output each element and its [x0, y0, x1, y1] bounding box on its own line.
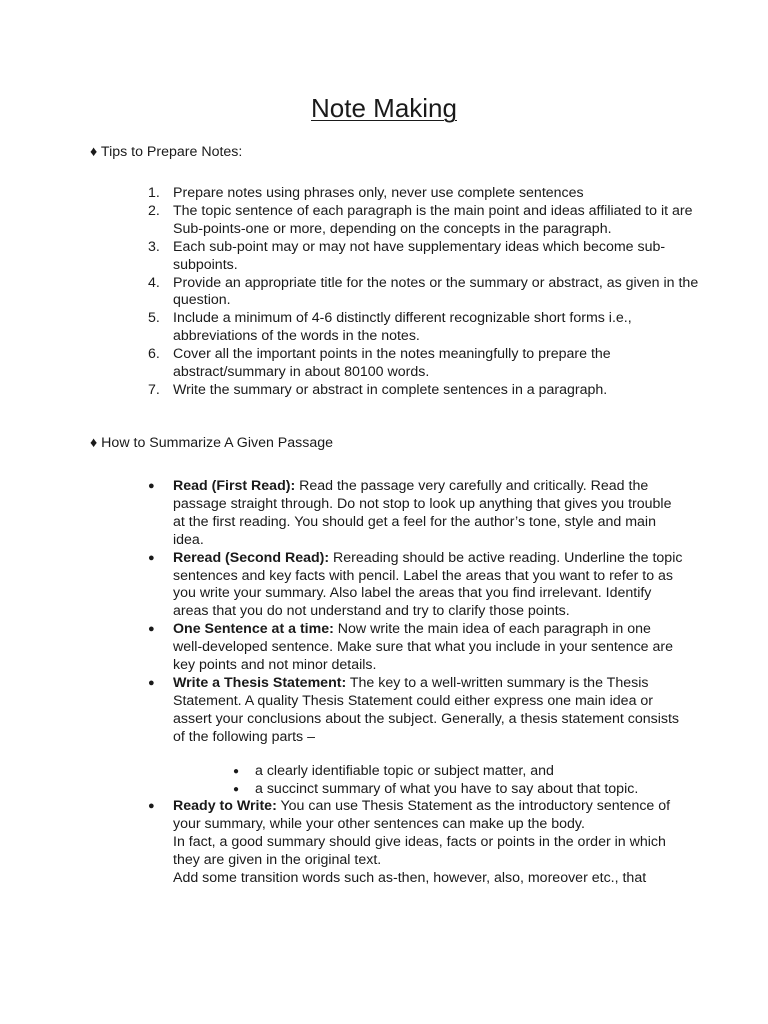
list-item-number: 4. [148, 274, 160, 291]
list-item-number: 2. [148, 202, 160, 219]
list-item [148, 621, 683, 675]
step-text: You can use Thesis Statement as the introductory sentence of your summary, while your other sentences can make up the body. [173, 798, 671, 833]
list-item-number: 5. [148, 310, 160, 327]
list-item-text: Cover all the important points in the notes meaningfully to prepare the abstract/summary in about 80100 words. [173, 346, 611, 381]
bullet-icon: ● [148, 623, 155, 636]
bullet-icon: ● [148, 551, 155, 564]
list-item-number: 1. [148, 185, 160, 201]
summarize-section-heading: ♦ How to Summarize A Given Passage [90, 435, 334, 451]
list-item [148, 478, 683, 550]
list-item [148, 185, 708, 203]
thesis-parts-list [173, 763, 683, 799]
step-term: Ready to Write: [173, 798, 277, 815]
step-term: Reread (Second Read): [173, 549, 330, 566]
list-item-number: 7. [148, 381, 160, 398]
step-text: The key to a well-written summary is the Thesis Statement. A quality Thesis Statement could either express one main idea or assert your conclusions about the subject. Generally, a thesis statement consists of the following parts – [173, 674, 680, 745]
bullet-icon: ● [148, 676, 155, 689]
list-item-text: Write the summary or abstract in complete sentences in a paragraph. [173, 381, 608, 398]
list-item [148, 382, 708, 400]
step-text: Read the passage very carefully and critically. Read the passage straight through. Do not stop to look up anything that gives you trouble at the first reading. You should get a feel for the author’s tone, style and main idea. [173, 478, 672, 548]
sub-list-item-text: a clearly identifiable topic or subject matter, and [255, 762, 554, 779]
list-item [148, 346, 708, 382]
sub-list-item-text: a succinct summary of what you have to say about that topic. [255, 780, 639, 797]
list-item-text: Provide an appropriate title for the notes or the summary or abstract, as given in the question. [173, 274, 699, 309]
sub-list-item [233, 781, 683, 799]
tips-section-heading: ♦ Tips to Prepare Notes: [90, 144, 243, 160]
step-paragraph: In fact, a good summary should give ideas, facts or points in the order in which they are given in the original text. [173, 834, 666, 869]
list-item [148, 675, 683, 798]
tips-list [148, 185, 708, 400]
step-text: Rereading should be active reading. Underline the topic sentences and key facts with pencil. Label the areas that you want to refer to as you write your summary. Also label the areas that you find irrelevant. Identify areas that you do not understand and try to clarify those points. [173, 549, 683, 620]
step-term: Read (First Read): [173, 478, 296, 494]
list-item-text: The topic sentence of each paragraph is the main point and ideas affiliated to it are Sub-points-one or more, depending on the concepts in the paragraph. [173, 202, 693, 237]
step-paragraph: Add some transition words such as-then, however, also, moreover etc., that [173, 870, 647, 887]
bullet-icon: ● [148, 800, 155, 813]
step-term: One Sentence at a time: [173, 621, 334, 638]
step-term: Write a Thesis Statement: [173, 674, 347, 691]
list-item-text: Each sub-point may or may not have supplementary ideas which become sub-subpoints. [173, 238, 666, 273]
sub-list-item [233, 763, 683, 781]
bullet-icon: ● [233, 765, 240, 777]
bullet-icon: ● [233, 783, 240, 795]
page-title: Note Making [311, 93, 457, 123]
summarize-steps-list [148, 478, 683, 888]
bullet-icon: ● [148, 480, 155, 492]
list-item [148, 203, 708, 239]
list-item-number: 6. [148, 346, 160, 363]
list-item [148, 275, 708, 311]
list-item-text: Include a minimum of 4-6 distinctly different recognizable short forms i.e., abbreviations of the words in the notes. [173, 310, 632, 345]
list-item-text: Prepare notes using phrases only, never use complete sentences [173, 185, 584, 201]
list-item [148, 550, 683, 622]
list-item [148, 798, 683, 888]
step-text: Now write the main idea of each paragraph in one well-developed sentence. Make sure that what you include in your sentence are key points and not minor details. [173, 621, 674, 674]
list-item [148, 310, 708, 346]
list-item [148, 239, 708, 275]
list-item-number: 3. [148, 238, 160, 255]
